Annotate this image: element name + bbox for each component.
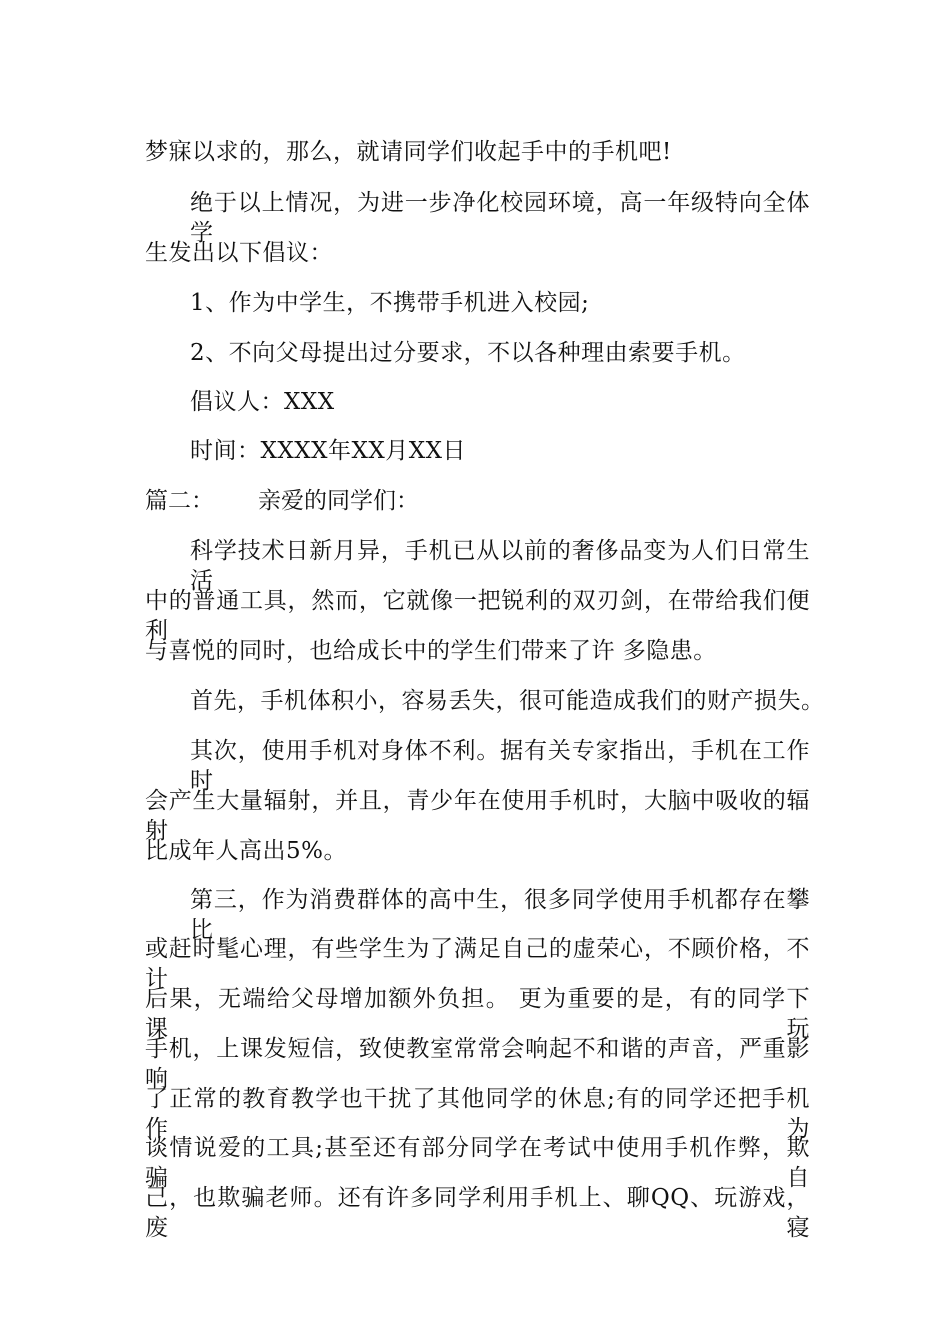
text-line: 比成年人高出5%。 xyxy=(145,838,347,864)
text-line: 与喜悦的同时，也给成长中的学生们带来了许 多隐患。 xyxy=(145,638,717,664)
text-line: 后果，无端给父母增加额外负担。 更为重要的是，有的同学下课玩 xyxy=(145,986,810,1042)
text-line: 手机，上课发短信，致使教室常常会响起不和谐的声音，严重影响 xyxy=(145,1036,810,1092)
text-line: 会产生大量辐射，并且，青少年在使用手机时，大脑中吸收的辐射 xyxy=(145,788,810,844)
text-line: 科学技术日新月异，手机已从以前的奢侈品变为人们日常生活 xyxy=(190,538,810,594)
signer-line: 倡议人：XXX xyxy=(190,389,335,415)
text-line: 了正常的教育教学也干扰了其他同学的休息;有的同学还把手机作为 xyxy=(145,1086,810,1142)
proposal-item-2: 2、不向父母提出过分要求，不以各种理由索要手机。 xyxy=(190,340,746,366)
text-line: 生发出以下倡议： xyxy=(145,240,333,266)
date-line: 时间：XXXX年XX月XX日 xyxy=(190,438,466,464)
text-line: 谈情说爱的工具;甚至还有部分同学在考试中使用手机作弊，欺骗自 xyxy=(145,1135,810,1191)
text-line: 梦寐以求的，那么，就请同学们收起手中的手机吧! xyxy=(145,139,672,165)
proposal-item-1: 1、作为中学生，不携带手机进入校园; xyxy=(190,290,590,316)
text-line: 其次，使用手机对身体不利。据有关专家指出，手机在工作时 xyxy=(190,738,810,794)
section-greeting: 亲爱的同学们： xyxy=(258,488,419,514)
text-line: 首先，手机体积小，容易丢失，很可能造成我们的财产损失。 xyxy=(190,688,825,714)
text-line: 己，也欺骗老师。还有许多同学利用手机上、聊QQ、玩游戏，废寝 xyxy=(145,1185,810,1241)
text-line: 绝于以上情况，为进一步净化校园环境，高一年级特向全体学 xyxy=(190,190,810,246)
text-line: 第三，作为消费群体的高中生，很多同学使用手机都存在攀比 xyxy=(190,887,810,943)
text-line: 或赶时髦心理，有些学生为了满足自己的虚荣心，不顾价格，不计 xyxy=(145,936,810,992)
section-label: 篇二： xyxy=(145,488,214,514)
text-line: 中的普通工具，然而，它就像一把锐利的双刃剑，在带给我们便利 xyxy=(145,588,810,644)
